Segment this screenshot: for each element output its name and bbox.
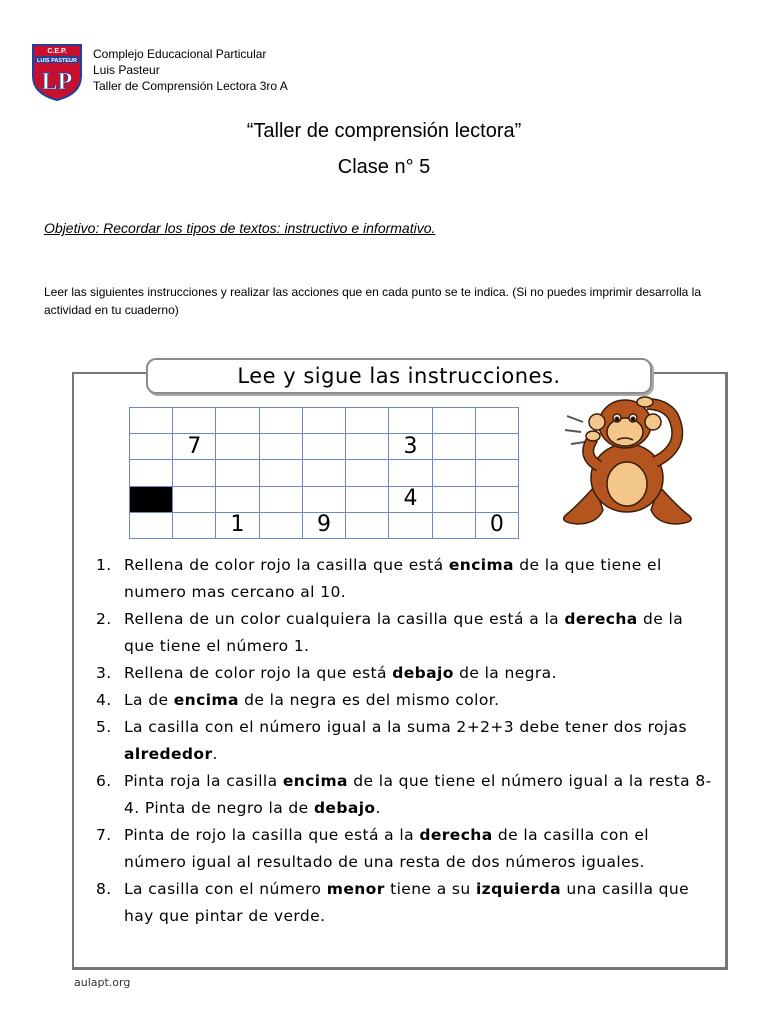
step-keyword: derecha [564, 610, 638, 628]
school-line-2: Luis Pasteur [93, 63, 160, 77]
grid-cell [260, 434, 303, 460]
class-number: Clase n° 5 [337, 156, 431, 178]
grid-cell [260, 460, 303, 486]
grid-cell: 3 [389, 434, 432, 460]
step-text: una casilla que hay que pintar de verde. [124, 880, 690, 925]
grid-cell [346, 513, 389, 539]
source-credit: aulapt.org [74, 976, 131, 989]
step-keyword: menor [326, 880, 385, 898]
step-text: tiene a su [384, 880, 476, 898]
grid-cell [346, 460, 389, 486]
step-text: Rellena de un color cualquiera la casilla que está a la [124, 610, 565, 628]
grid-cell [476, 408, 519, 434]
step-keyword: encima [448, 556, 514, 574]
step-text: La de [124, 691, 174, 709]
grid-cell [346, 487, 389, 513]
objective: Objetivo: Recordar los tipos de textos: instructivo e informativo. [44, 220, 436, 236]
step-keyword: encima [173, 691, 239, 709]
step-number: 7. [96, 826, 112, 844]
step-text: de la casilla con el número igual al resultado de una resta de dos números iguales. [124, 826, 649, 871]
grid-cell [389, 460, 432, 486]
grid-cell [476, 434, 519, 460]
step-text: Pinta de rojo la casilla que está a la [124, 826, 420, 844]
grid-cell [346, 434, 389, 460]
step-text: La casilla con el número [124, 880, 327, 898]
step-number: 2. [96, 610, 112, 628]
step-keyword: alrededor [124, 745, 213, 763]
grid-cell: 7 [173, 434, 216, 460]
grid-cell [173, 408, 216, 434]
instruction-step [96, 660, 716, 687]
step-number: 6. [96, 772, 112, 790]
grid-cell [476, 460, 519, 486]
grid-cell [303, 487, 346, 513]
document-title: “Taller de comprensión lectora” [246, 120, 522, 142]
school-line-1: Complejo Educacional Particular [93, 47, 267, 61]
step-text: Pinta roja la casilla [124, 772, 283, 790]
grid-cell: 9 [303, 513, 346, 539]
school-line-3: Taller de Comprensión Lectora 3ro A [93, 79, 288, 93]
school-info [93, 46, 288, 94]
grid-cell: 0 [476, 513, 519, 539]
grid-cell [433, 408, 476, 434]
logo-monogram: LP [41, 69, 73, 95]
instruction-step [96, 876, 716, 930]
step-number: 8. [96, 880, 112, 898]
instruction-paragraph: Leer las siguientes instrucciones y realizar las acciones que en cada punto se te indica. (Si no puedes imprimir desarrolla la actividad en tu cuaderno) [44, 285, 702, 317]
step-text: de la que tiene el numero mas cercano al 10. [124, 556, 662, 601]
grid-cell [346, 408, 389, 434]
logo-top-text: C.E.P. [47, 48, 67, 55]
step-keyword: debajo [392, 664, 454, 682]
grid-cell [260, 513, 303, 539]
step-text: de la que tiene el número igual a la resta 8-4. Pinta de negro la de [124, 772, 712, 817]
step-keyword: derecha [419, 826, 493, 844]
grid-cell: 1 [216, 513, 259, 539]
grid-cell [433, 460, 476, 486]
grid-cell [130, 460, 173, 486]
grid-cell [303, 434, 346, 460]
grid-cell: 4 [389, 487, 432, 513]
grid-cell [476, 487, 519, 513]
step-number: 1. [96, 556, 112, 574]
grid-cell [303, 408, 346, 434]
grid-cell [216, 487, 259, 513]
grid-cell [433, 513, 476, 539]
grid-cell [130, 513, 173, 539]
step-text: . [375, 799, 381, 817]
grid-cell [216, 408, 259, 434]
instruction-step [96, 822, 716, 876]
step-text: de la que tiene el número 1. [124, 610, 684, 655]
grid-cell [303, 460, 346, 486]
step-keyword: izquierda [475, 880, 562, 898]
step-keyword: debajo [313, 799, 376, 817]
grid-cell [130, 434, 173, 460]
step-number: 4. [96, 691, 112, 709]
grid-cell-black [130, 487, 173, 513]
school-logo [30, 42, 84, 102]
instruction-step [96, 552, 716, 606]
grid-cell [260, 487, 303, 513]
instruction-step [96, 606, 716, 660]
thinking-monkey-illustration [537, 386, 717, 532]
grid-cell [433, 434, 476, 460]
grid-cell [130, 408, 173, 434]
grid-cell [216, 460, 259, 486]
step-text: Rellena de color rojo la casilla que está [124, 556, 449, 574]
worksheet-banner: Lee y sigue las instrucciones. [146, 358, 652, 394]
grid-cell [173, 460, 216, 486]
step-keyword: encima [282, 772, 348, 790]
step-text: La casilla con el número igual a la suma 2+2+3 debe tener dos rojas [124, 718, 687, 736]
number-grid [129, 407, 519, 539]
step-text: de la negra es del mismo color. [238, 691, 500, 709]
logo-middle-text: LUIS PASTEUR [37, 58, 77, 64]
instruction-steps [96, 552, 716, 930]
grid-cell [173, 487, 216, 513]
grid-cell [260, 408, 303, 434]
step-text: . [212, 745, 218, 763]
grid-cell [433, 487, 476, 513]
grid-cell [216, 434, 259, 460]
step-number: 3. [96, 664, 112, 682]
instruction-step [96, 768, 716, 822]
grid-cell [389, 408, 432, 434]
step-number: 5. [96, 718, 112, 736]
step-text: Rellena de color rojo la que está [124, 664, 393, 682]
instruction-step [96, 687, 716, 714]
instruction-step [96, 714, 716, 768]
grid-cell [389, 513, 432, 539]
step-text: de la negra. [453, 664, 557, 682]
grid-cell [173, 513, 216, 539]
